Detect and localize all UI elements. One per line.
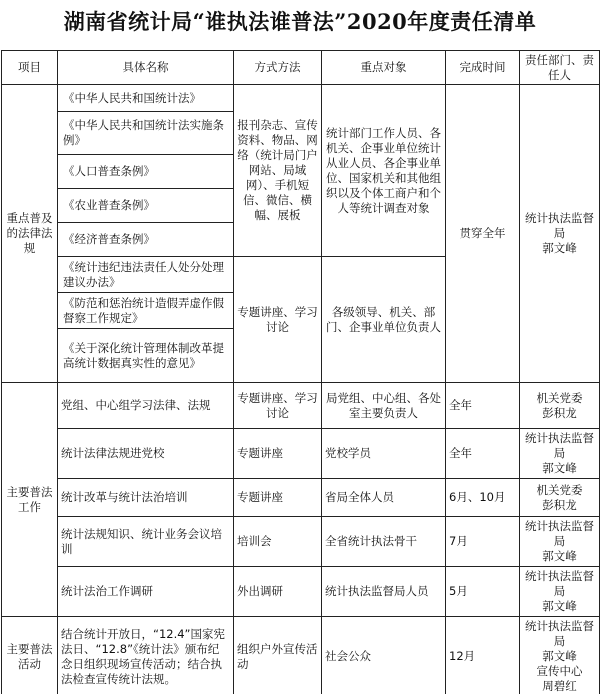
target-cell: 统计执法监督局人员 [322,567,446,617]
work-name: 统计法规知识、统计业务会议培训 [58,517,234,567]
table-row [2,479,600,517]
dept-cell: 统计执法监督局 郭文峰 [520,567,600,617]
dept-cell: 统计执法监督局 郭文峰 [520,517,600,567]
law-name: 《经济普查条例》 [58,223,234,257]
project-cell: 主要普法工作 [2,383,58,617]
header-name: 具体名称 [58,51,234,85]
time-cell: 5月 [446,567,520,617]
time-cell: 6月、10月 [446,479,520,517]
method-cell: 培训会 [234,517,322,567]
work-name: 党组、中心组学习法律、法规 [58,383,234,429]
activity-name: 结合统计开放日，“12.4”国家宪法日、“12.8”《统计法》颁布纪念日组织现场宣传活动；结合执法检查宣传统计法规。 [58,617,234,694]
header-dept: 责任部门、责任人 [520,51,600,85]
target-cell: 局党组、中心组、各处室主要负责人 [322,383,446,429]
law-name: 《人口普查条例》 [58,155,234,189]
time-cell: 贯穿全年 [446,85,520,383]
project-cell: 主要普法活动 [2,617,58,694]
header-project: 项目 [2,51,58,85]
target-cell: 党校学员 [322,429,446,479]
time-cell: 7月 [446,517,520,567]
law-name: 《防范和惩治统计造假弄虚作假督察工作规定》 [58,293,234,329]
work-name: 统计法律法规进党校 [58,429,234,479]
method-cell: 专题讲座、学习讨论 [234,257,322,383]
dept-cell: 统计执法监督局 郭文峰 宣传中心 周碧红 [520,617,600,694]
method-cell: 专题讲座 [234,429,322,479]
target-cell: 全省统计执法骨干 [322,517,446,567]
table-row [2,85,600,112]
target-cell: 各级领导、机关、部门、企事业单位负责人 [322,257,446,383]
page-title: 湖南省统计局“谁执法谁普法”2020年度责任清单 [63,9,537,34]
table-row [2,383,600,429]
header-time: 完成时间 [446,51,520,85]
law-name: 《统计违纪违法责任人处分处理建议办法》 [58,257,234,293]
target-cell: 社会公众 [322,617,446,694]
dept-cell: 机关党委 彭积龙 [520,383,600,429]
header-row [2,51,600,85]
dept-cell: 机关党委 彭积龙 [520,479,600,517]
time-cell: 全年 [446,383,520,429]
project-cell: 重点普及的法律法规 [2,85,58,383]
method-cell: 外出调研 [234,567,322,617]
method-cell: 专题讲座、学习讨论 [234,383,322,429]
table-row [2,517,600,567]
header-method: 方式方法 [234,51,322,85]
work-name: 统计法治工作调研 [58,567,234,617]
time-cell: 12月 [446,617,520,694]
law-name: 《中华人民共和国统计法实施条例》 [58,112,234,155]
responsibility-table [1,50,600,694]
table-row [2,617,600,694]
law-name: 《农业普查条例》 [58,189,234,223]
method-cell: 组织户外宣传活动 [234,617,322,694]
target-cell: 省局全体人员 [322,479,446,517]
header-target: 重点对象 [322,51,446,85]
time-cell: 全年 [446,429,520,479]
dept-cell: 统计执法监督局 郭文峰 [520,85,600,383]
table-row [2,429,600,479]
table-row [2,567,600,617]
law-name: 《关于深化统计管理体制改革提高统计数据真实性的意见》 [58,329,234,383]
dept-cell: 统计执法监督局 郭文峰 [520,429,600,479]
work-name: 统计改革与统计法治培训 [58,479,234,517]
method-cell: 专题讲座 [234,479,322,517]
law-name: 《中华人民共和国统计法》 [58,85,234,112]
target-cell: 统计部门工作人员、各机关、企事业单位统计从业人员、各企事业单位、国家机关和其他组织以及个体工商户和个人等统计调查对象 [322,85,446,257]
method-cell: 报刊杂志、宣传资料、物品、网络（统计局门户网站、局域网）、手机短信、微信、横幅、展板 [234,85,322,257]
